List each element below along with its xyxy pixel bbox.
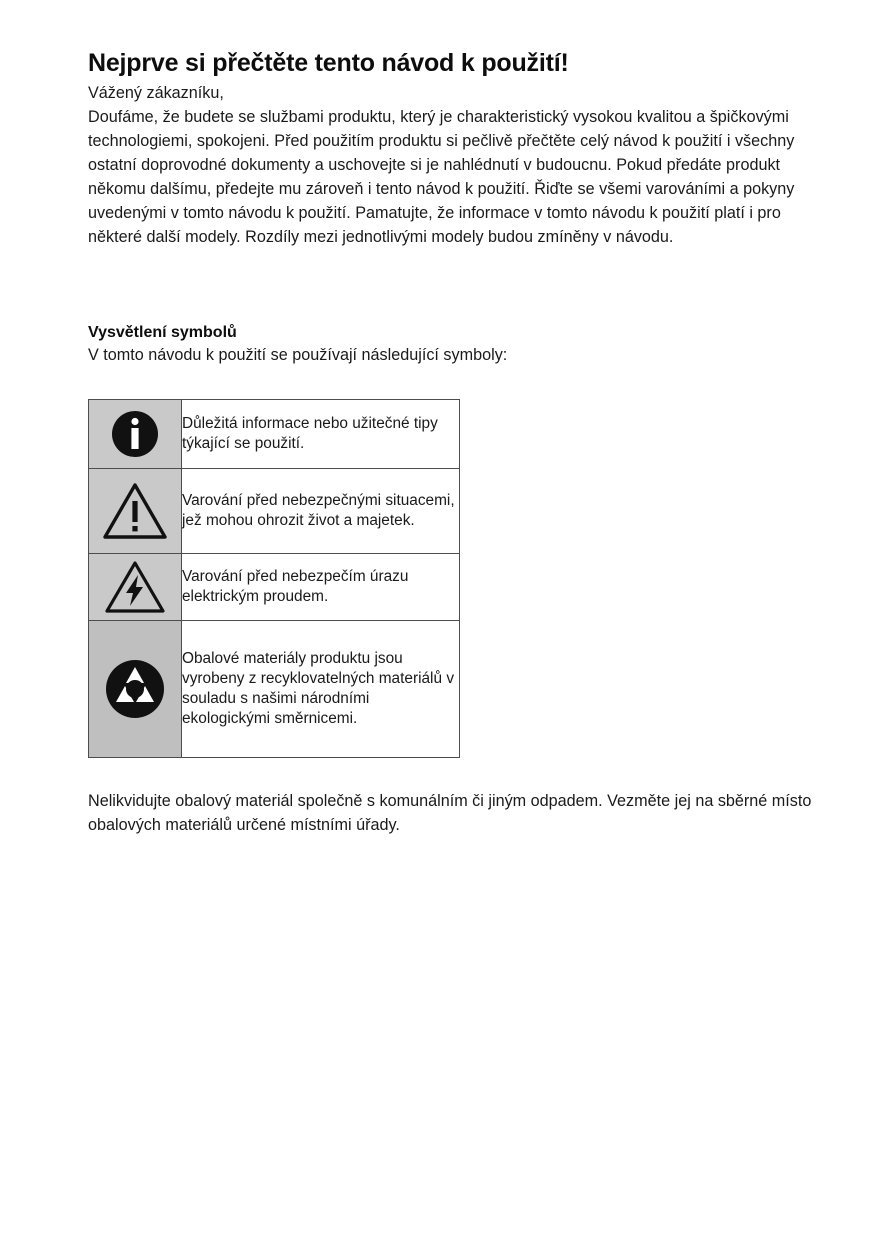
information-icon	[89, 400, 181, 468]
symbol-cell	[89, 400, 182, 469]
symbol-description: Varování před nebezpečím úrazu elektrickým proudem.	[182, 554, 460, 621]
page-title: Nejprve si přečtěte tento návod k použití!	[88, 49, 569, 77]
table-row	[89, 400, 460, 469]
footnote-text: Nelikvidujte obalový materiál společně s komunálním či jiným odpadem. Vezměte jej na sběrné místo obalových materiálů určené místními úřady.	[88, 792, 812, 834]
symbol-description: Obalové materiály produktu jsou vyrobeny z recyklovatelných materiálů v souladu s našimi národními ekologickými směrnicemi.	[182, 621, 460, 758]
salutation-text: Vážený zákazníku,	[88, 84, 224, 102]
table-row	[89, 469, 460, 554]
intro-block	[88, 82, 814, 250]
recycling-icon	[89, 621, 181, 757]
warning-triangle-icon	[89, 469, 181, 553]
intro-paragraph: Doufáme, že budete se službami produktu, který je charakteristický vysokou kvalitou a špičkovými technologiemi, spokojeni. Před použitím produktu si pečlivě přečtěte celý návod k použití i všechny ostatní doprovodné dokumenty a uschovejte si je nahlédnutí v budoucnu. Pokud předáte produkt někomu dalšímu, předejte mu zároveň i tento návod k použití. Řiďte se všemi varováními a pokyny uvedenými v tomto návodu k použití. Pamatujte, že informace v tomto návodu k použití platí i pro některé další modely. Rozdíly mezi jednotlivými modely budou zmíněny v návodu.	[88, 107, 795, 246]
table-row	[89, 554, 460, 621]
spacer	[88, 250, 814, 324]
symbols-table	[88, 399, 460, 758]
electric-shock-icon	[89, 554, 181, 620]
spacer	[88, 758, 814, 790]
symbol-cell	[89, 554, 182, 621]
symbols-subheading: V tomto návodu k použití se používají následující symboly:	[88, 345, 508, 364]
symbols-heading: Vysvětlení symbolů	[88, 323, 237, 341]
symbol-description: Důležitá informace nebo užitečné tipy týkající se použití.	[182, 400, 460, 469]
symbol-cell	[89, 621, 182, 758]
symbol-cell	[89, 469, 182, 554]
symbol-description: Varování před nebezpečnými situacemi, jež mohou ohrozit život a majetek.	[182, 469, 460, 554]
spacer	[88, 367, 814, 399]
table-row	[89, 621, 460, 758]
